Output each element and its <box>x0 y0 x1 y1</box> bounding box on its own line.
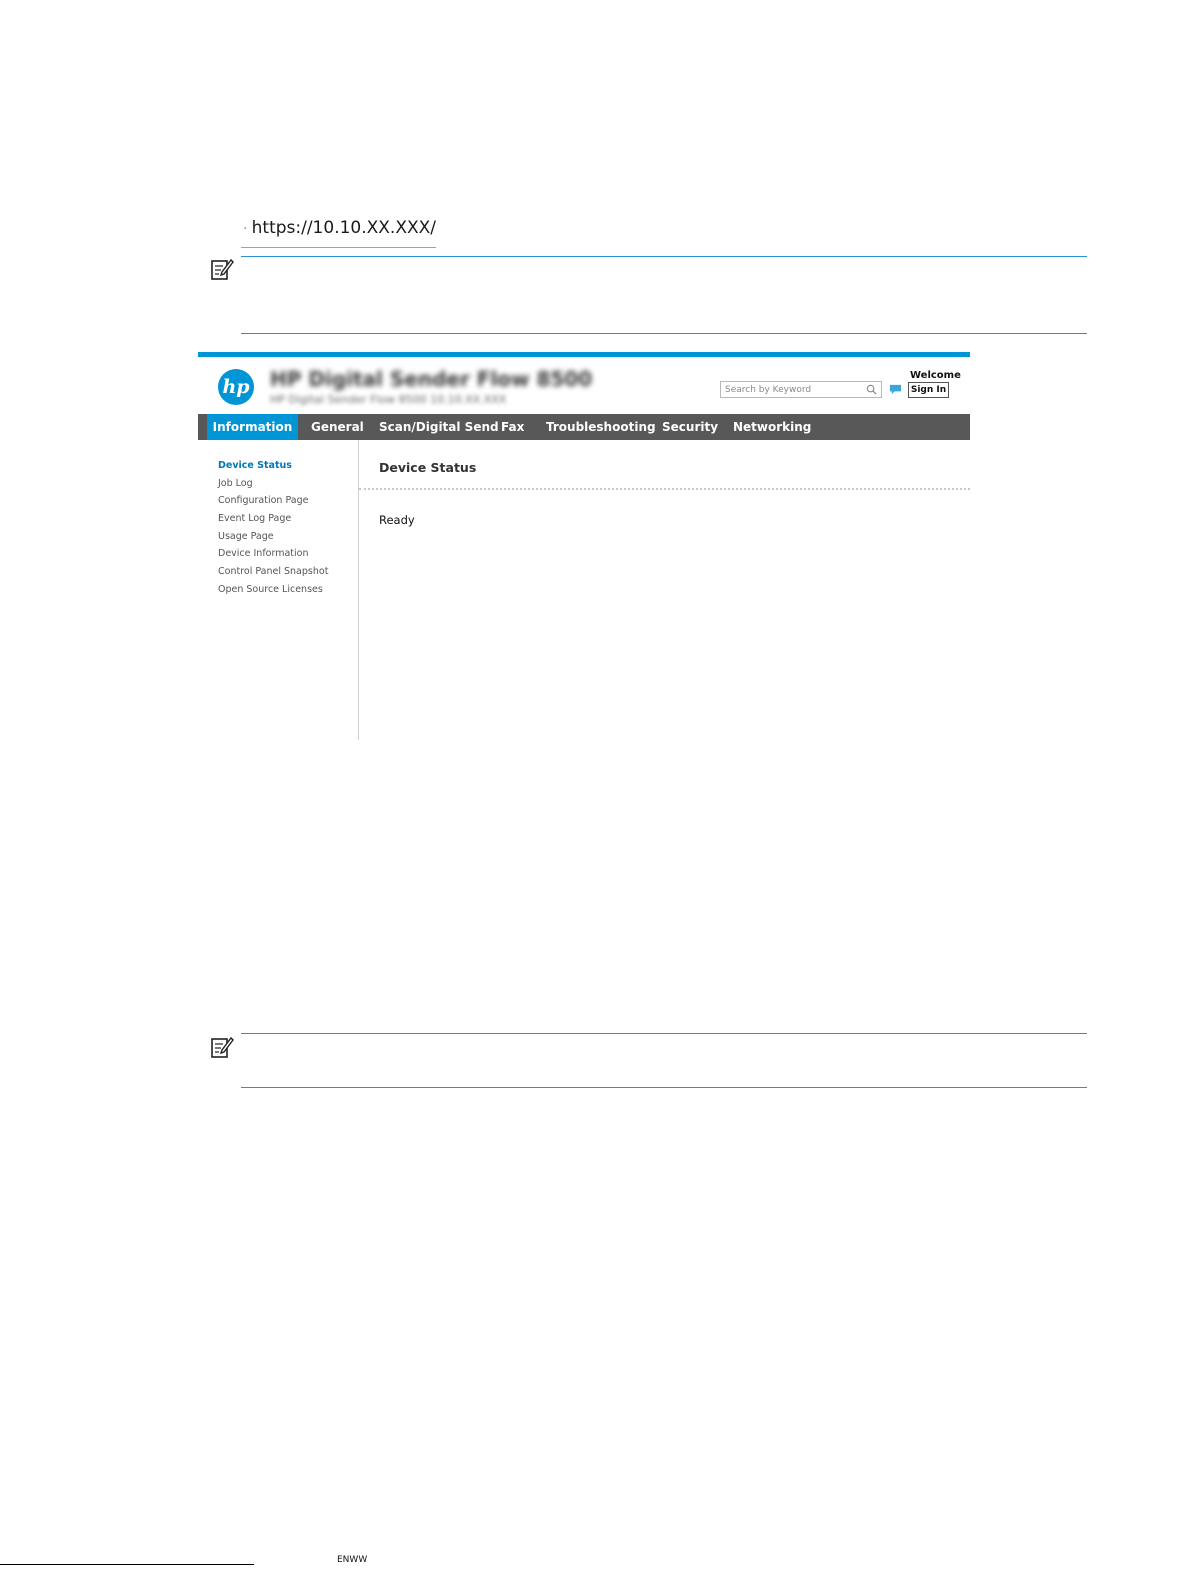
internet-explorer-icon <box>244 213 247 243</box>
hp-logo: hp <box>218 369 254 405</box>
title-divider <box>359 488 970 490</box>
main-nav <box>198 414 970 440</box>
ews-screenshot <box>198 352 970 740</box>
sidebar-item-open-source-licenses[interactable]: Open Source Licenses <box>218 584 323 595</box>
footer-text: ENWW <box>337 1555 368 1565</box>
page-title: Device Status <box>379 460 477 475</box>
tab-information[interactable]: Information <box>207 414 298 440</box>
welcome-label: Welcome <box>910 370 961 381</box>
sidebar-item-control-panel-snapshot[interactable]: Control Panel Snapshot <box>218 566 329 577</box>
ews-accent-bar <box>198 352 970 357</box>
note-top-rule <box>241 256 1087 257</box>
sign-in-button[interactable]: Sign In <box>908 382 949 398</box>
tab-scan-digital-send[interactable]: Scan/Digital Send <box>379 420 499 434</box>
sidebar-item-usage-page[interactable]: Usage Page <box>218 531 274 542</box>
search-input[interactable] <box>725 385 855 395</box>
sidebar-item-device-status[interactable]: Device Status <box>218 460 292 471</box>
sidebar-item-configuration-page[interactable]: Configuration Page <box>218 495 309 506</box>
device-status-text: Ready <box>379 513 415 527</box>
tab-networking[interactable]: Networking <box>733 420 812 434</box>
sidebar <box>198 440 359 740</box>
tab-security[interactable]: Security <box>662 420 719 434</box>
help-chat-icon[interactable] <box>889 383 902 396</box>
search-box[interactable] <box>720 381 882 398</box>
sidebar-item-job-log[interactable]: Job Log <box>218 478 253 489</box>
note-icon <box>210 258 234 282</box>
address-bar <box>241 208 436 248</box>
product-subtitle: HP Digital Sender Flow 8500 10.10.XX.XXX <box>270 393 507 406</box>
tab-general[interactable]: General <box>311 420 364 434</box>
note-bottom-rule <box>241 333 1087 334</box>
footer-rule <box>0 1564 254 1565</box>
url-text: https://10.10.XX.XXX/ <box>251 217 436 238</box>
sidebar-item-device-information[interactable]: Device Information <box>218 548 309 559</box>
note-top-rule <box>241 1033 1087 1034</box>
note-bottom-rule <box>241 1087 1087 1088</box>
search-icon[interactable] <box>866 384 877 395</box>
sidebar-item-event-log-page[interactable]: Event Log Page <box>218 513 292 524</box>
product-title: HP Digital Sender Flow 8500 <box>270 367 593 391</box>
note-icon <box>210 1036 234 1060</box>
tab-fax[interactable]: Fax <box>501 420 525 434</box>
tab-troubleshooting[interactable]: Troubleshooting <box>546 420 656 434</box>
